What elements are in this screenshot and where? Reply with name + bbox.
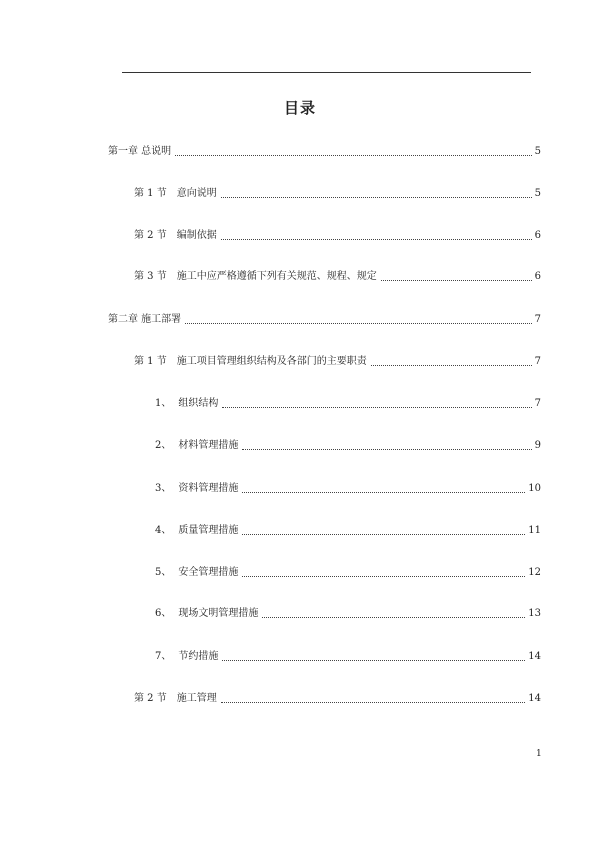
toc-entry-page: 5: [534, 146, 541, 157]
toc-entry-page: 13: [528, 608, 541, 619]
toc-entry-label: 材料管理措施: [178, 440, 239, 451]
toc-entry-section[interactable]: [134, 186, 541, 200]
dot-leader: [262, 616, 525, 618]
dot-leader: [222, 406, 531, 408]
toc-entry-page: 11: [528, 525, 541, 536]
dot-leader: [371, 364, 532, 366]
toc-entry-label: 施工中应严格遵循下列有关规范、规程、规定: [176, 271, 377, 282]
toc-entry-number: 第 1 节: [134, 356, 167, 367]
toc-entry-label: 编制依据: [176, 230, 217, 241]
dot-leader: [222, 659, 525, 661]
toc-entry-item[interactable]: [155, 523, 541, 537]
toc-entry-label: 组织结构: [178, 398, 219, 409]
dot-leader: [221, 701, 526, 703]
toc-entry-page: 6: [534, 230, 541, 241]
toc-entry-number: 第 2 节: [134, 693, 167, 704]
dot-leader: [381, 279, 532, 281]
toc-entry-page: 9: [534, 440, 541, 451]
toc-entry-label: 节约措施: [178, 651, 219, 662]
dot-leader: [242, 491, 525, 493]
page-number: 1: [536, 749, 542, 759]
toc-entry-label: 安全管理措施: [178, 567, 239, 578]
toc-entry-page: 7: [534, 314, 541, 325]
header-rule: [122, 72, 531, 73]
dot-leader: [242, 448, 531, 450]
toc-entry-number: 1、: [155, 398, 172, 409]
toc-entry-number: 第 1 节: [134, 188, 167, 199]
dot-leader: [221, 196, 532, 198]
toc-entry-section[interactable]: [134, 228, 541, 242]
toc-entry-page: 5: [534, 188, 541, 199]
toc-entry-label: 资料管理措施: [178, 483, 239, 494]
dot-leader: [175, 154, 531, 156]
toc-entry-label: 施工管理: [176, 693, 217, 704]
toc-entry-page: 10: [528, 483, 541, 494]
toc-entry-number: 第 3 节: [134, 271, 167, 282]
toc-entry-section[interactable]: [134, 691, 541, 705]
toc-entry-page: 14: [528, 693, 541, 704]
toc-entry-number: 7、: [155, 651, 172, 662]
toc-entry-label: 现场文明管理措施: [178, 608, 259, 619]
toc-entry-section[interactable]: [134, 269, 541, 283]
toc-entry-item[interactable]: [155, 606, 541, 620]
toc-entry-number: 5、: [155, 567, 172, 578]
toc-entry-section[interactable]: [134, 354, 541, 368]
toc-entry-number: 2、: [155, 440, 172, 451]
dot-leader: [242, 575, 525, 577]
toc-entry-chapter-1[interactable]: [108, 144, 541, 158]
toc-entry-item[interactable]: [155, 481, 541, 495]
toc-entry-number: 第 2 节: [134, 230, 167, 241]
dot-leader: [185, 322, 531, 324]
toc-entry-number: 4、: [155, 525, 172, 536]
toc-entry-page: 7: [534, 398, 541, 409]
toc-entry-number: 6、: [155, 608, 172, 619]
toc-entry-label: 意向说明: [176, 188, 217, 199]
page-title: 目录: [283, 99, 316, 117]
toc-entry-page: 12: [528, 567, 541, 578]
toc-entry-label: 施工项目管理组织结构及各部门的主要职责: [176, 356, 367, 367]
toc-entry-page: 7: [534, 356, 541, 367]
toc-entry-page: 6: [534, 271, 541, 282]
toc-entry-page: 14: [528, 651, 541, 662]
dot-leader: [221, 238, 532, 240]
toc-entry-label: 质量管理措施: [178, 525, 239, 536]
toc-entry-item[interactable]: [155, 565, 541, 579]
toc-entry-number: 3、: [155, 483, 172, 494]
toc-entry-chapter-2[interactable]: [108, 312, 541, 326]
toc-entry-item[interactable]: [155, 438, 541, 452]
dot-leader: [242, 533, 525, 535]
toc-entry-label: 第一章 总说明: [108, 146, 172, 157]
toc-entry-item[interactable]: [155, 396, 541, 410]
toc-entry-item[interactable]: [155, 649, 541, 663]
toc-entry-label: 第二章 施工部署: [108, 314, 182, 325]
